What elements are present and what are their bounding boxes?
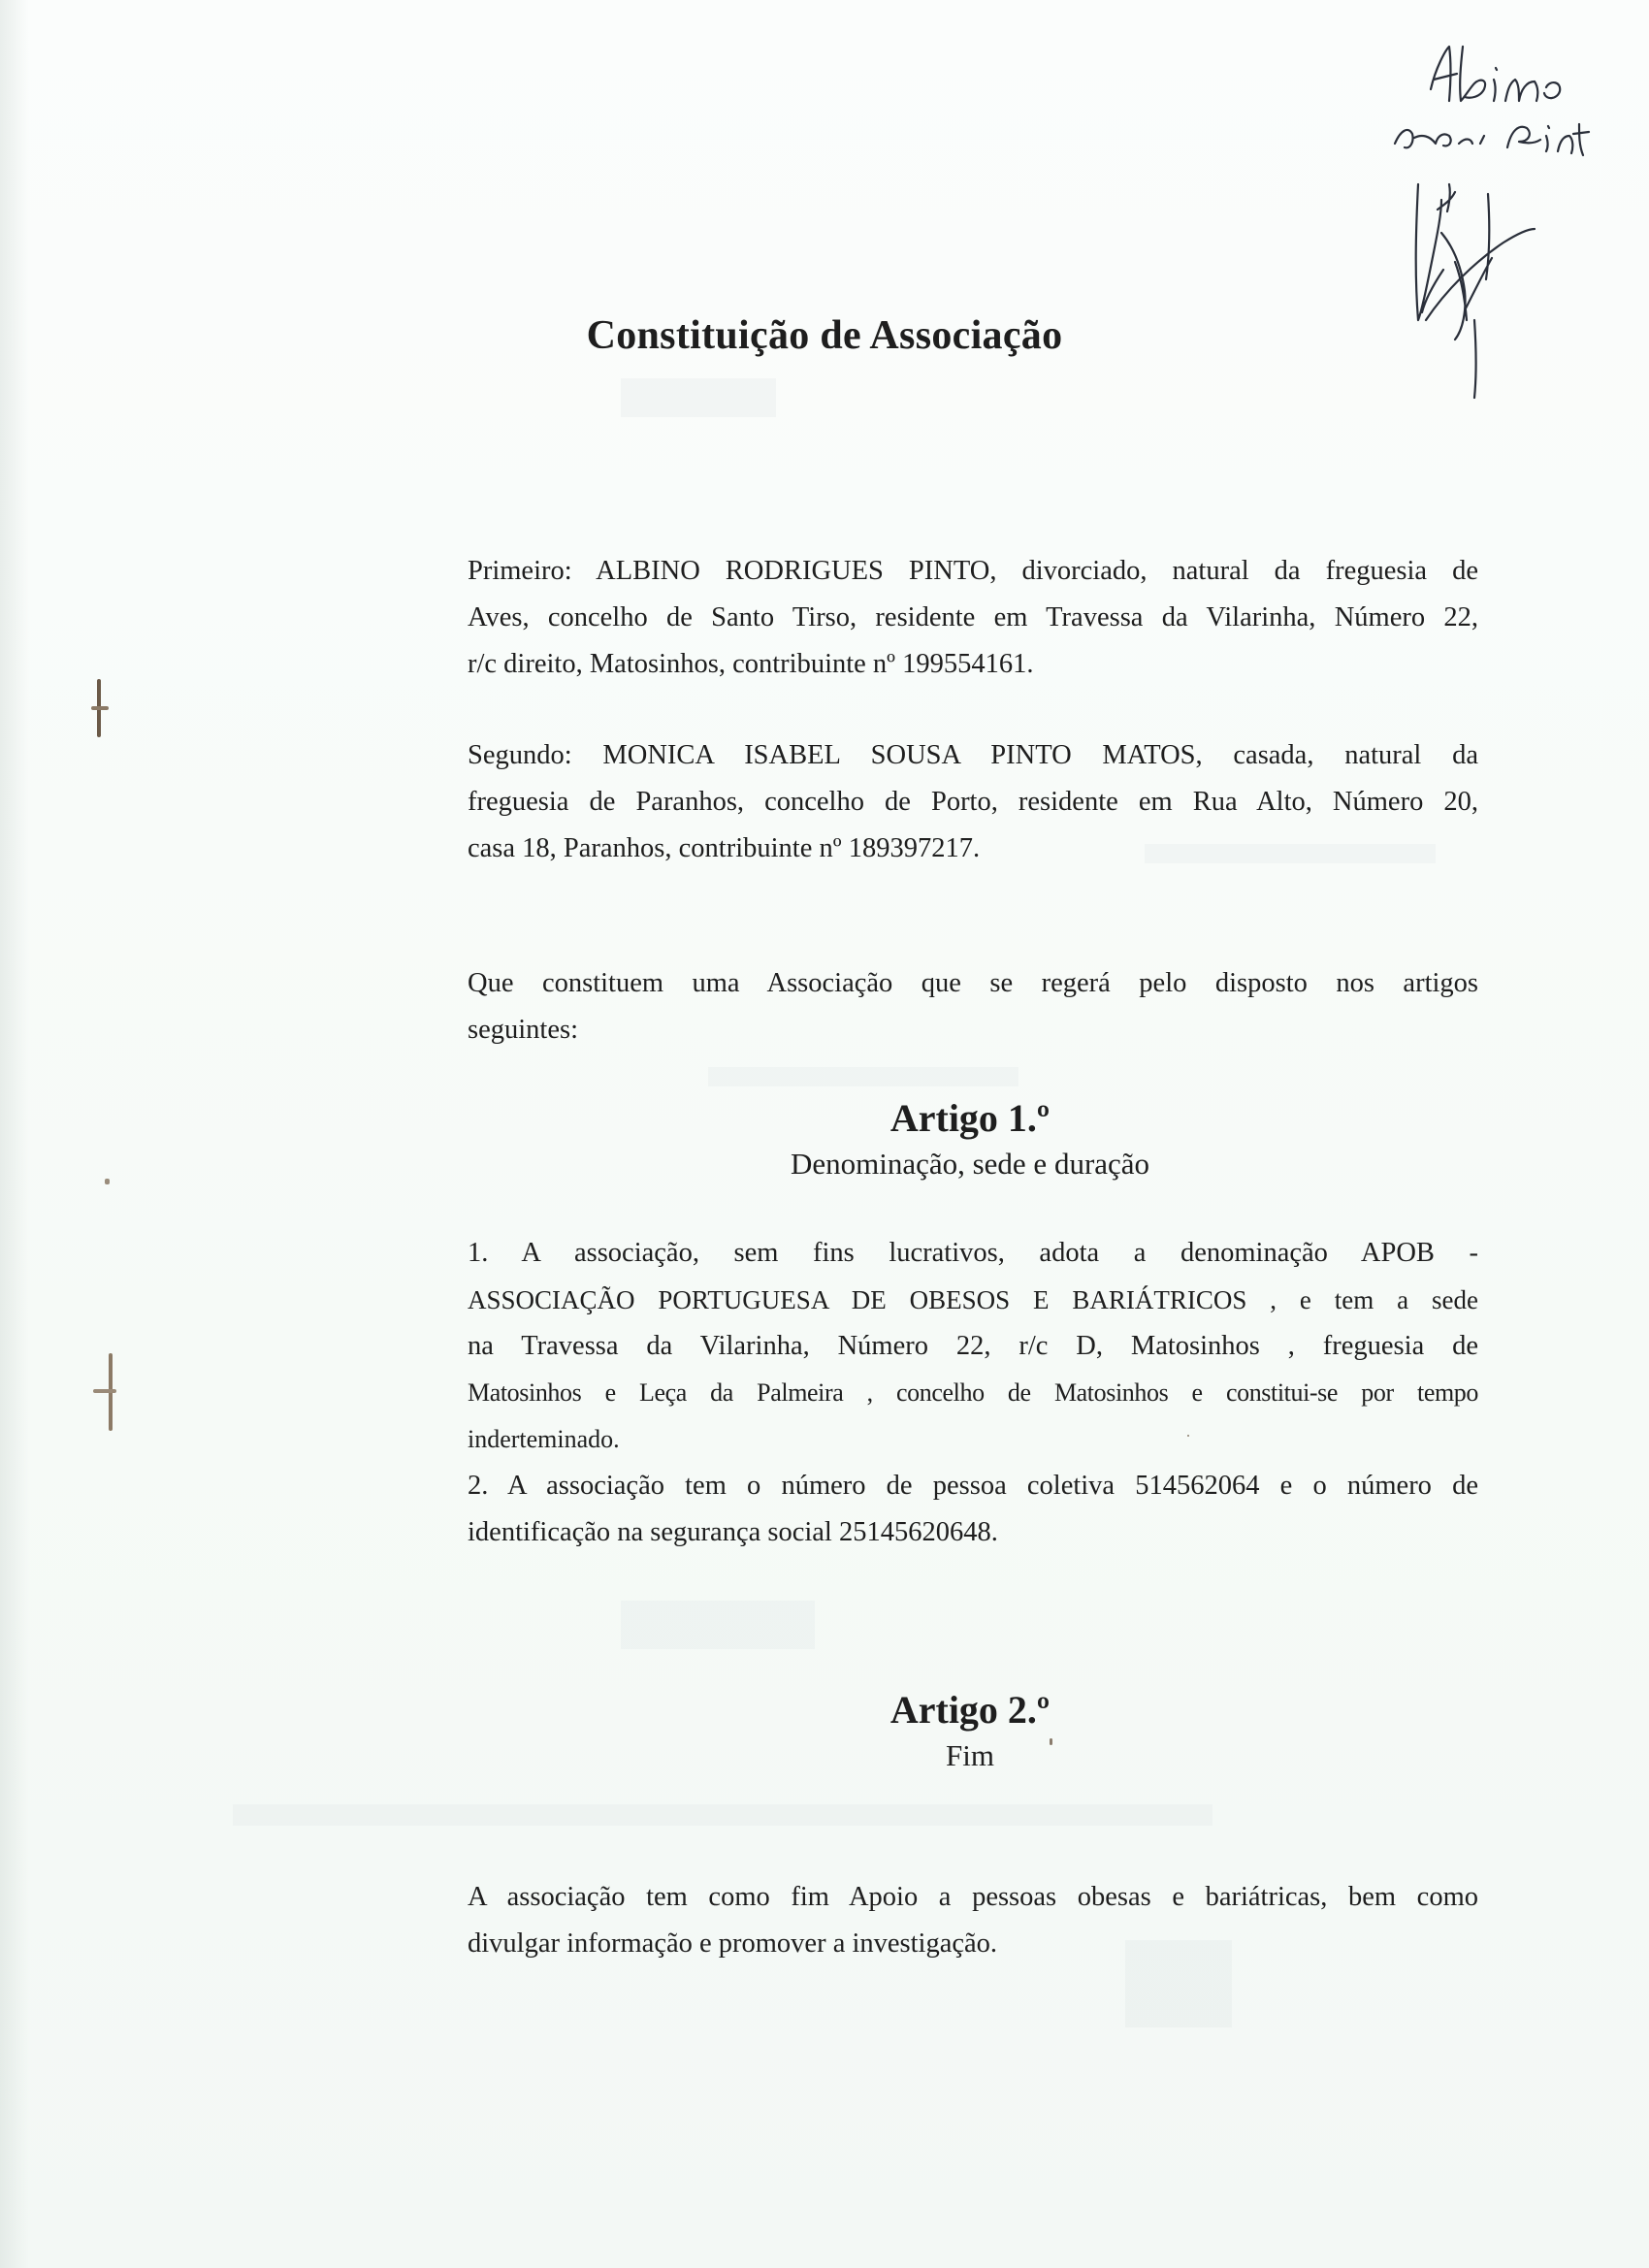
clause-line: 1. A associação, sem fins lucrativos, adota a denominação APOB - (468, 1238, 1478, 1268)
signature-block (1329, 29, 1620, 437)
intro-line: seguintes: (468, 1015, 578, 1045)
clause-line: ASSOCIAÇÃO PORTUGUESA DE OBESOS E BARIÁTRICOS , e tem a sede (468, 1285, 1478, 1314)
party-second-line: casa 18, Paranhos, contribuinte nº 189397217. (468, 833, 981, 863)
party-first-line: r/c direito, Matosinhos, contribuinte nº 199554161. (468, 649, 1034, 679)
intro-line: Que constituem uma Associação que se regerá pelo disposto nos artigos (468, 968, 1478, 998)
clause-line: divulgar informação e promover a investigação. (468, 1928, 998, 1959)
clause-line: Matosinhos e Leça da Palmeira , concelho de Matosinhos e constitui-se por tempo (468, 1378, 1478, 1407)
article-1-clause-1 (468, 1230, 1478, 1463)
article-1-subtitle: Denominação, sede e duração (790, 1147, 1150, 1181)
scan-speck (91, 706, 109, 710)
party-first-line: Primeiro: ALBINO RODRIGUES PINTO, divorciado, natural da freguesia de (468, 556, 1478, 586)
article-2-title: Artigo 2.º (889, 1688, 1051, 1732)
clause-line: identificação na segurança social 25145620648. (468, 1517, 998, 1547)
party-second (468, 732, 1478, 872)
bleed-through-artifact (621, 378, 776, 417)
article-1-title: Artigo 1.º (889, 1096, 1051, 1140)
party-first-line: Aves, concelho de Santo Tirso, residente em Travessa da Vilarinha, Número 22, (468, 602, 1478, 632)
party-second-line: Segundo: MONICA ISABEL SOUSA PINTO MATOS, casada, natural da (468, 740, 1478, 770)
clause-line: na Travessa da Vilarinha, Número 22, r/c D, Matosinhos , freguesia de (468, 1331, 1478, 1361)
article-2-subtitle: Fim (946, 1738, 994, 1772)
clause-line: inderteminado. (468, 1425, 620, 1453)
scan-speck (93, 1389, 116, 1393)
article-2-clause (468, 1874, 1478, 1967)
clause-line: A associação tem como fim Apoio a pessoas obesas e bariátricas, bem como (468, 1882, 1478, 1912)
party-second-line: freguesia de Paranhos, concelho de Porto, residente em Rua Alto, Número 20, (468, 787, 1478, 817)
bleed-through-artifact (621, 1601, 815, 1649)
article-2-heading (0, 1686, 1649, 1777)
bleed-through-artifact (708, 1067, 1018, 1086)
document-title: Constituição de Associação (586, 313, 1063, 358)
signature-monica (1395, 124, 1589, 155)
article-1-heading (0, 1094, 1649, 1185)
party-first (468, 548, 1478, 688)
intro-paragraph (468, 960, 1478, 1053)
article-1-clause-2 (468, 1463, 1478, 1556)
signature-albino (1431, 47, 1560, 101)
bleed-through-artifact (233, 1804, 1212, 1826)
clause-line: 2. A associação tem o número de pessoa coletiva 514562064 e o número de (468, 1471, 1478, 1501)
